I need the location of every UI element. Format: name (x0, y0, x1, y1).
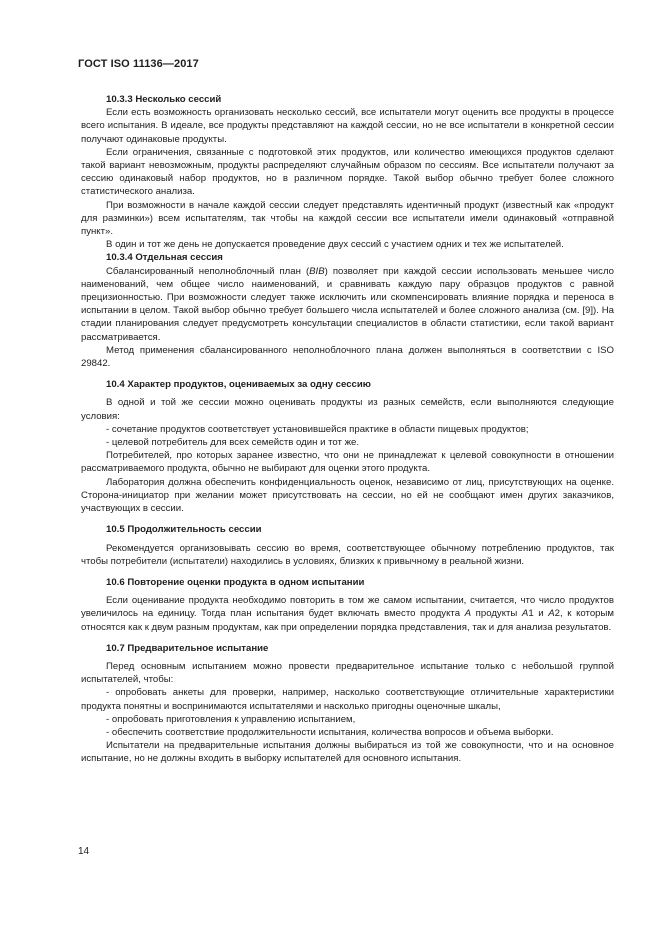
text-run: 2, к которым относятся как к двум разным продуктам, как при определении порядка представления, так и для анализа результатов. (81, 608, 614, 633)
italic-term: BIB (309, 265, 325, 277)
text-run: Сбалансированный неполноблочный план ( (106, 265, 310, 277)
paragraph: Лаборатория должна обеспечить конфиденциальность оценок, независимо от лиц, присутствующих на оценке. Сторона-инициатор при желании может присутствовать на сессии, но ей не сообщают имен других заказчиков, участвующих в сессии. (81, 476, 614, 515)
paragraph: Метод применения сбалансированного неполноблочного плана должен выполняться в соответствии с ISO 29842. (81, 344, 614, 370)
paragraph: Испытатели на предварительные испытания должны выбираться из той же совокупности, что и на основное испытание, но не должны входить в выборку испытателей для основного испытания. (81, 740, 614, 765)
list-item: - сочетание продуктов соответствует установившейся практике в области пищевых продуктов; (106, 423, 529, 435)
list-item: - целевой потребитель для всех семейств один и тот же. (106, 437, 360, 449)
section-heading-10-3-4: 10.3.4 Отдельная сессия (106, 252, 223, 264)
paragraph: При возможности в начале каждой сессии следует представлять идентичный продукт (известный как «продукт для разминки») всем испытателям, так чтобы на каждой сессии все испытатели имели одинаковый «отправной пункт». (81, 199, 614, 238)
section-heading-10-7: 10.7 Предварительное испытание (106, 642, 269, 654)
paragraph: В одной и той же сессии можно оценивать продукты из разных семейств, если выполняются следующие условия: (81, 397, 614, 422)
section-heading-10-6: 10.6 Повторение оценки продукта в одном испытании (106, 576, 365, 588)
document-header: ГОСТ ISO 11136—2017 (78, 58, 199, 70)
list-item: - опробовать анкеты для проверки, например, насколько соответствующие отличительные характеристики продукта понятны и воспринимаются испытателями и насколько пригодны оценочные шкалы, (81, 687, 614, 712)
paragraph: Потребителей, про которых заранее известно, что они не принадлежат к целевой совокупности в отношении рассматриваемого продукта, обычно не выбирают для оценки этого продукта. (81, 450, 614, 475)
section-heading-10-4: 10.4 Характер продуктов, оцениваемых за одну сессию (106, 379, 371, 391)
section-heading-10-3-3: 10.3.3 Несколько сессий (106, 94, 222, 105)
paragraph: В один и тот же день не допускается проведение двух сессий с участием одних и тех же испытателей. (106, 239, 564, 251)
text-run: 1 и (528, 608, 549, 620)
list-item: - обеспечить соответствие продолжительности испытания, количества вопросов и объема выборки. (106, 726, 554, 738)
page-number: 14 (78, 846, 90, 857)
text-run: ) позволяет при каждой сессии использовать меньшее число наименований, чем общее число наименований, и сравнивать каждую пару образцов продуктов с равной прецизионностью. При возможности следует также исключить или скомпенсировать влияние порядка и переноса в испытании в целом. Такой выбор обычно требует большего числа испытателей и более сложного анализа (см. [9]). На стадии планирования следует предусмотреть консультации специалистов в области статистики, если такой вариант рассматривается. (81, 265, 614, 343)
section-heading-10-5: 10.5 Продолжительность сессии (106, 524, 262, 536)
paragraph: Рекомендуется организовывать сессию во время, соответствующее обычному потреблению продуктов, так чтобы потребители (испытатели) находились в условиях, близких к привычному в реальной жизни. (81, 542, 614, 567)
italic-term: А (548, 608, 555, 620)
paragraph-repeat (81, 594, 614, 634)
text-run: Если оценивание продукта необходимо повторить в том же самом испытании, считается, что число продуктов увеличилось на единицу. Тогда план испытания будет включать вместо продукта (81, 595, 614, 620)
document-body (81, 93, 614, 766)
list-item: - опробовать приготовления к управлению испытанием, (106, 713, 356, 725)
paragraph: Перед основным испытанием можно провести предварительное испытание только с небольшой группой испытателей, чтобы: (81, 660, 614, 686)
italic-term: А (464, 608, 472, 620)
paragraph: Если есть возможность организовать несколько сессий, все испытатели могут оценить все продукты в процессе всего испытания. В идеале, все продукты представляют на каждой сессии, но не все испытатели в конкретной сессии получают одинаковые продукты. (81, 107, 614, 145)
italic-term: А (521, 608, 529, 620)
paragraph: Если ограничения, связанные с подготовкой этих продуктов, или количество имеющихся продуктов сделают такой вариант невозможным, продукты распределяют случайным образом по сессиям. Все испытатели получают за сессию одинаковый набор продуктов, но в различном порядке. Такой выбор обычно требует более сложного статистического анализа. (81, 146, 614, 198)
paragraph-bib (81, 265, 614, 344)
text-run: продукты (471, 608, 522, 620)
